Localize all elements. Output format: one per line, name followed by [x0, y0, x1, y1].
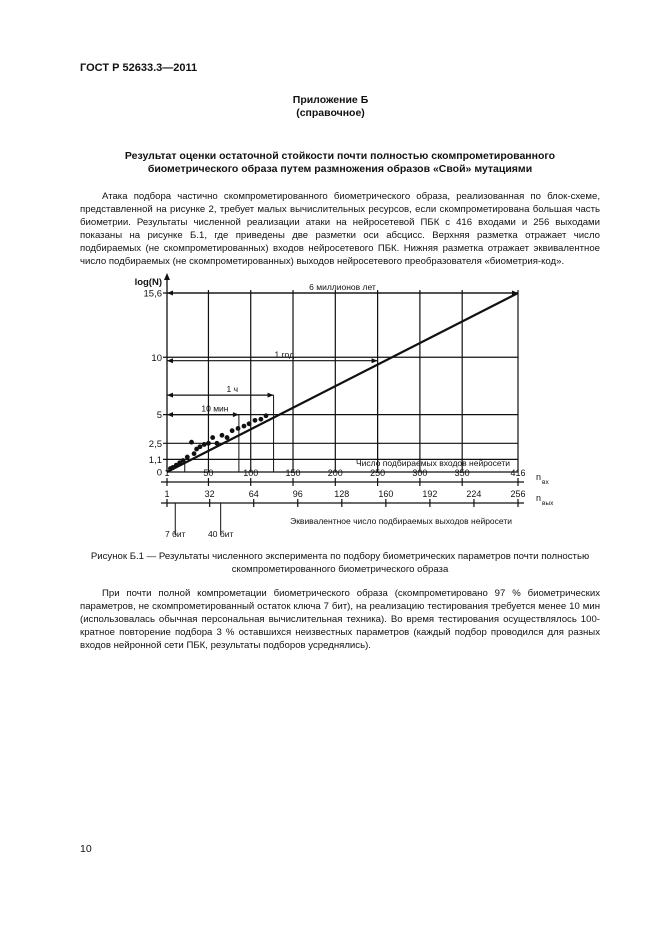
data-point: [215, 441, 220, 446]
time-arrow-head-right: [233, 412, 239, 417]
data-point: [242, 424, 247, 429]
x-top-axis-subscript: вх: [542, 479, 549, 486]
trend-line: [167, 293, 518, 472]
x-bottom-tick-label: 64: [248, 489, 259, 499]
bit-mark-label: 7 бит: [164, 529, 186, 539]
data-point: [210, 435, 215, 440]
data-point: [247, 421, 252, 426]
appendix-type: (справочное): [296, 107, 365, 119]
y-tick-label: 5: [156, 410, 162, 422]
data-point: [189, 440, 194, 445]
data-point: [206, 441, 211, 446]
y-tick-label: 1,1: [148, 454, 162, 466]
bit-mark-label: 40 бит: [208, 529, 234, 539]
standard-header: ГОСТ Р 52633.3—2011: [80, 62, 198, 74]
x-top-tick-label: 1: [164, 468, 170, 478]
x-top-tick-label: 416: [510, 468, 526, 478]
x-bottom-tick-label: 1: [164, 489, 170, 499]
data-point: [220, 433, 225, 438]
x-bottom-axis-title: Эквивалентное число подбираемых выходов нейросети: [290, 516, 512, 526]
time-annotation-label: 1 ч: [226, 384, 239, 395]
x-top-axis-title: Число подбираемых входов нейросети: [355, 458, 510, 468]
x-bottom-axis-subscript: вых: [542, 500, 554, 507]
data-point: [181, 458, 186, 463]
time-annotation-label: 6 миллионов лет: [309, 282, 376, 292]
x-bottom-tick-label: 192: [422, 489, 438, 499]
data-point: [198, 444, 203, 449]
time-arrow-head-left: [167, 358, 173, 363]
time-arrow-head-right: [372, 358, 378, 363]
time-annotation-label: 10 мин: [201, 403, 229, 414]
data-point: [264, 413, 269, 418]
data-point: [230, 428, 235, 433]
y-axis-label: log(N): [134, 277, 162, 288]
data-point: [253, 418, 258, 423]
x-top-tick-label: 150: [285, 468, 301, 478]
x-top-tick-label: 300: [412, 468, 428, 478]
x-top-tick-label: 200: [327, 468, 343, 478]
time-arrow-head-left: [167, 291, 173, 296]
x-top-tick-label: 50: [203, 468, 214, 478]
figure-caption: Рисунок Б.1 — Результаты численного эксперимента по подбору биометрических параметров почти полностью скомпрометированного биометрического образа: [90, 551, 590, 575]
data-point: [185, 455, 190, 460]
time-annotation-label: 1 год: [274, 349, 295, 360]
x-top-tick-label: 100: [243, 468, 259, 478]
x-bottom-tick-label: 224: [466, 489, 482, 499]
data-point: [236, 426, 241, 431]
x-bottom-axis-symbol: n: [536, 493, 542, 503]
y-tick-label: 0: [156, 467, 162, 479]
x-bottom-tick-label: 128: [334, 489, 350, 499]
time-arrow-head-left: [167, 412, 173, 417]
data-point: [225, 435, 230, 440]
x-bottom-tick-label: 160: [378, 489, 394, 499]
data-point: [192, 451, 197, 456]
x-bottom-tick-label: 96: [292, 489, 303, 499]
page-number: 10: [80, 843, 92, 855]
data-point: [258, 417, 263, 422]
paragraph-intro: Атака подбора частично скомпрометированного биометрического образа, реализованная по блок-схеме, представленной на рисунке 2, требует малых вычислительных ресурсов, если скомпрометирована большая часть биометрии. Результаты численной реализации атаки на нейросетевой ПБК с 416 входами и 256 выходами показаны на рисунке Б.1, где приведены две разметки оси абсцисс. Верхняя разметка отражает число подбираемых (не скомпрометированных) входов нейросетевого ПБК. Нижняя разметка отражает эквивалентное число подбираемых (не скомпрометированных) выходов нейросетевого преобразователя «биометрия-код».: [80, 191, 600, 267]
y-tick-label: 2,5: [148, 438, 162, 450]
y-tick-label: 10: [151, 352, 162, 364]
time-arrow-head-left: [167, 393, 173, 398]
paragraph-conclusion: При почти полной компрометации биометрического образа (скомпрометировано 97 % биометрических параметров, не скомпрометированный остаток ключа 7 бит), на реализацию тестирования требуется менее 10 мин (использовалась обычная персональная вычислительная техника). Во время тестирования осуществлялось 100-кратное повторение подбора 3 % оставшихся неизвестных параметров (каждый подбор проводился для разных входов нейронной сети ПБК, результаты подборов усреднялись).: [80, 588, 600, 651]
x-bottom-tick-label: 32: [204, 489, 215, 499]
x-top-tick-label: 350: [454, 468, 470, 478]
data-point: [202, 442, 207, 447]
appendix-title: Приложение Б: [292, 94, 369, 106]
y-tick-label: 15,6: [143, 288, 162, 300]
x-bottom-tick-label: 256: [510, 489, 526, 499]
y-axis-arrow: [164, 273, 170, 280]
section-title: Результат оценки остаточной стойкости почти полностью скомпрометированного биометрического образа путем размножения образов «Свой» мутациями: [124, 150, 556, 175]
x-top-tick-label: 250: [370, 468, 386, 478]
time-arrow-head-right: [268, 393, 274, 398]
x-top-axis-symbol: n: [536, 472, 542, 482]
